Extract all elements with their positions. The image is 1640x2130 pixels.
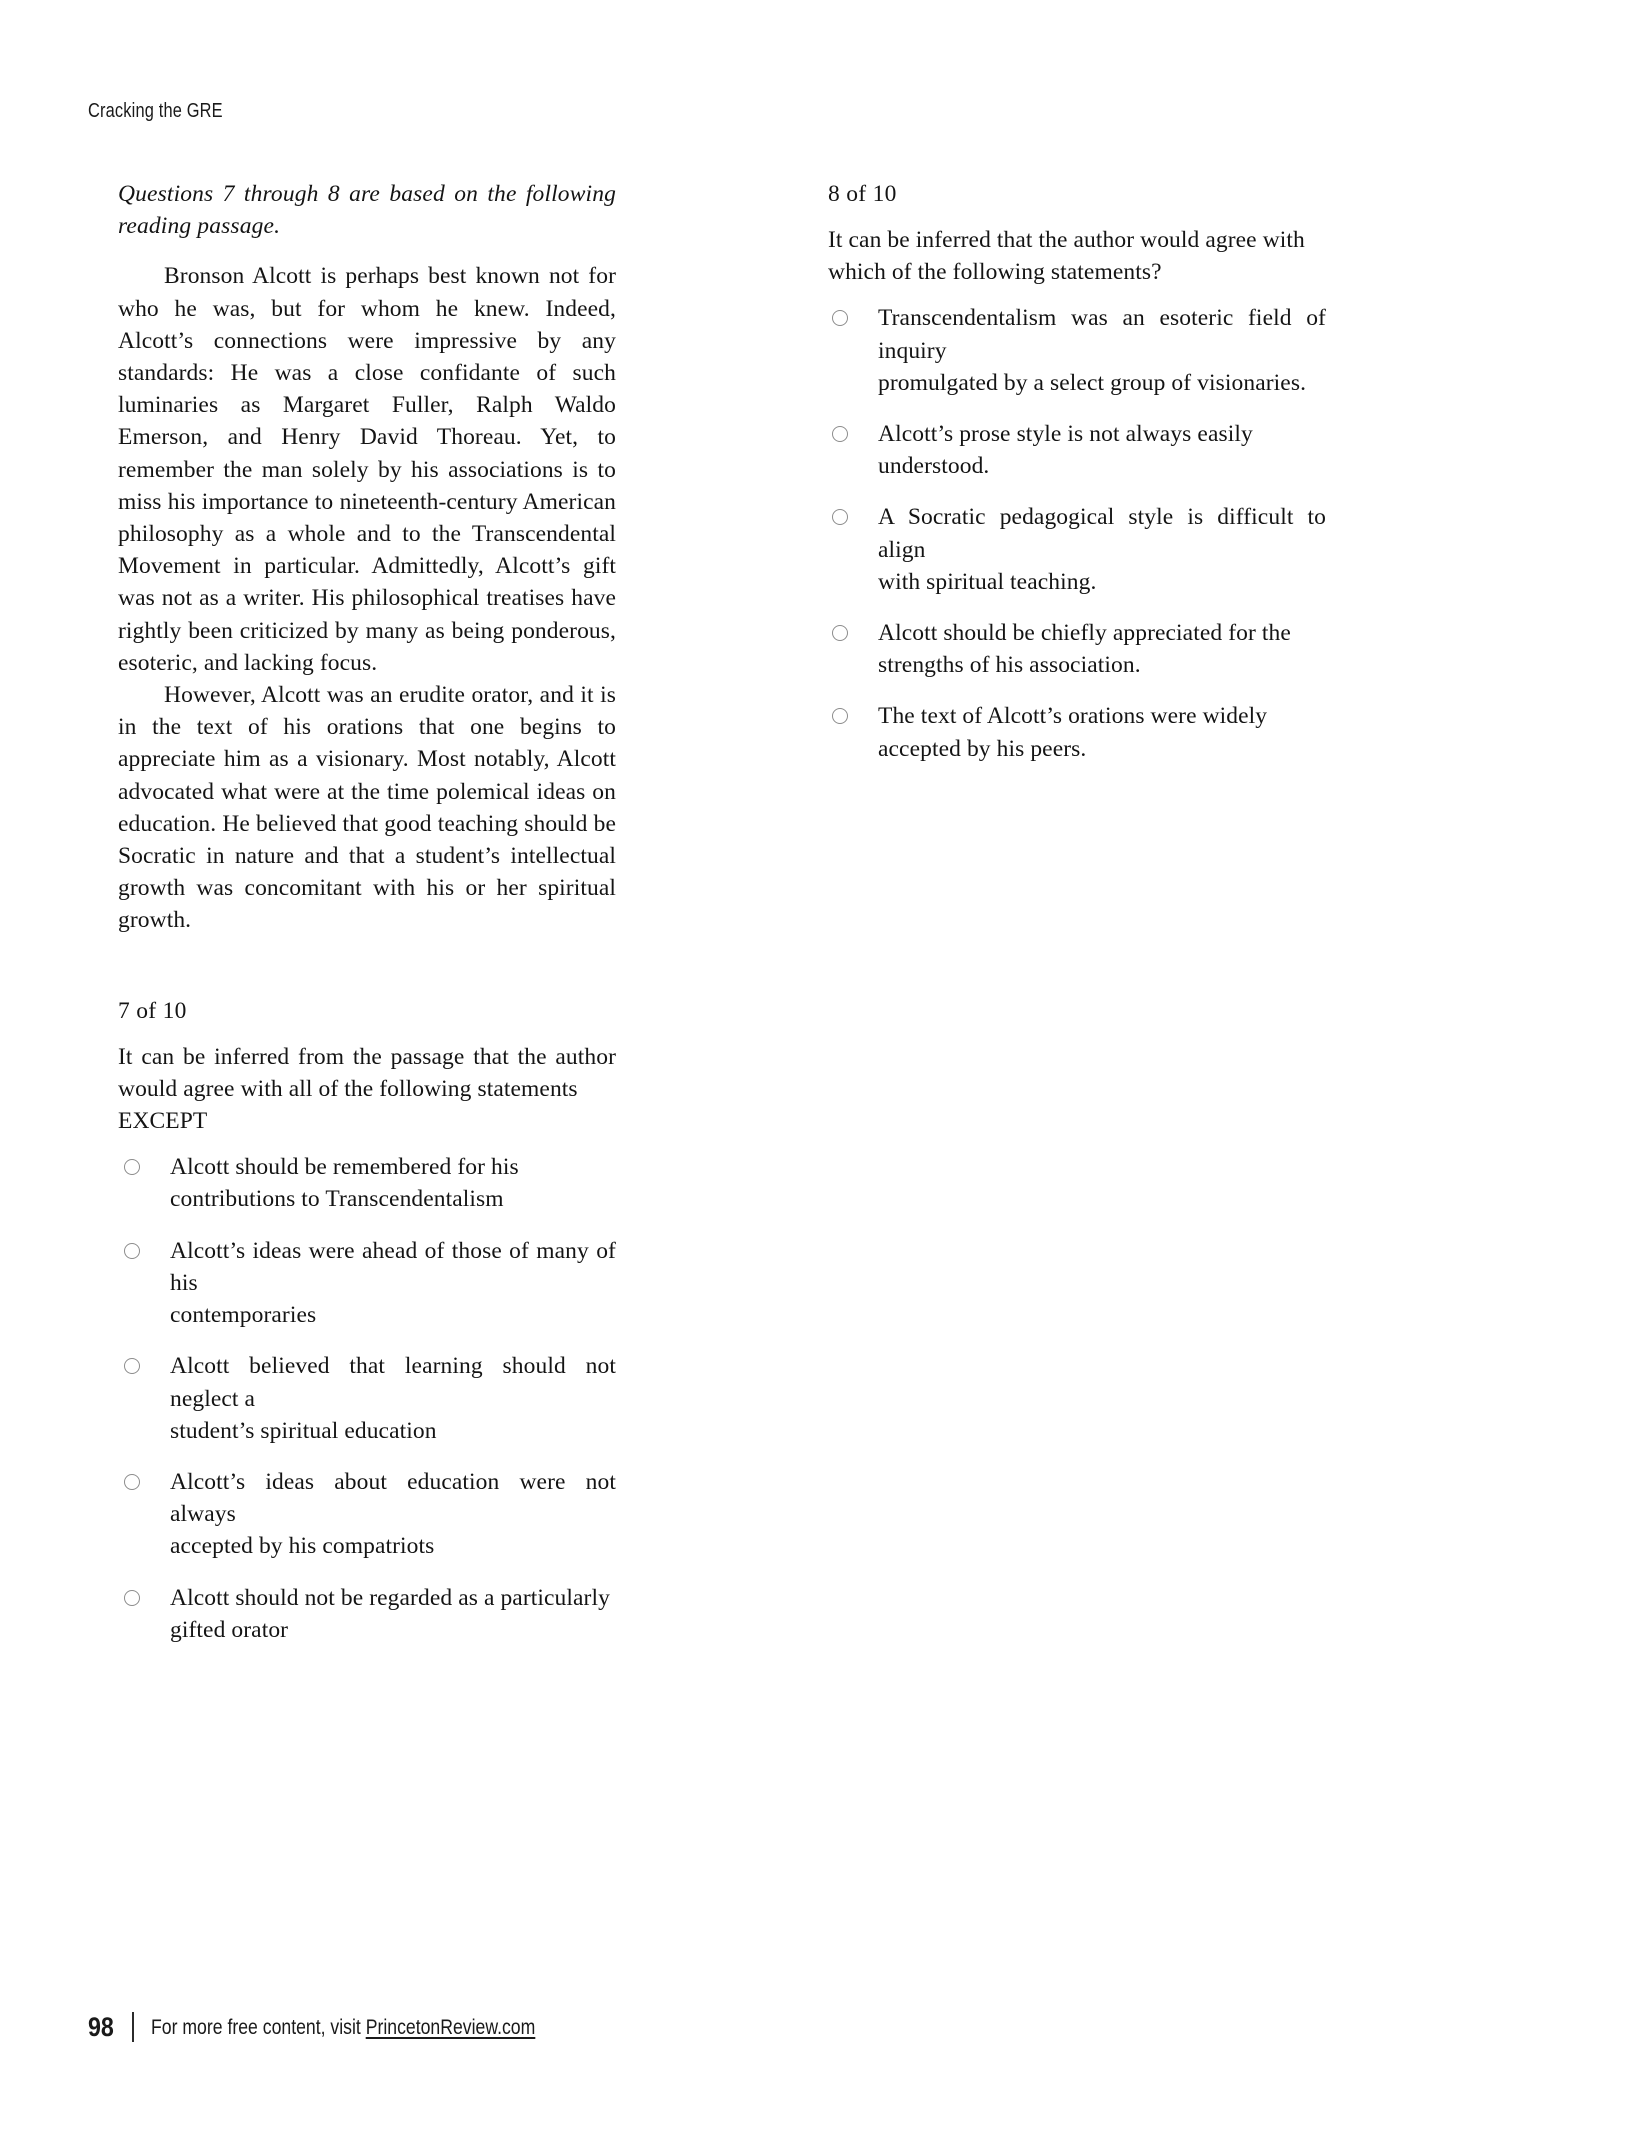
answer-choice-text bbox=[170, 1582, 616, 1646]
answer-choice[interactable] bbox=[118, 1466, 616, 1563]
answer-choice[interactable] bbox=[828, 501, 1326, 598]
answer-choice-line: promulgated by a select group of visionaries. bbox=[878, 369, 1307, 396]
answer-choice-line: Alcott’s prose style is not always easily bbox=[878, 421, 1253, 448]
answer-choice-line: understood. bbox=[878, 453, 990, 480]
answer-choice-line: Alcott believed that learning should not neglect a bbox=[170, 1353, 616, 1412]
radio-button-icon[interactable] bbox=[124, 1474, 140, 1490]
page-footer bbox=[88, 2012, 609, 2042]
question-7-choices bbox=[118, 1151, 616, 1646]
question-8-number: 8 of 10 bbox=[828, 181, 897, 207]
question-8-stem-main: It can be inferred that the author would agree with bbox=[828, 227, 1305, 253]
radio-button-icon[interactable] bbox=[832, 310, 848, 326]
radio-button-icon[interactable] bbox=[124, 1358, 140, 1374]
answer-choice[interactable] bbox=[118, 1235, 616, 1332]
answer-choice-line: Alcott should be chiefly appreciated for the bbox=[878, 620, 1291, 647]
footer-note bbox=[151, 2017, 535, 2038]
question-7-stem bbox=[118, 1041, 616, 1138]
radio-button-icon[interactable] bbox=[124, 1243, 140, 1259]
princetonreview-link[interactable]: PrincetonReview.com bbox=[365, 2015, 536, 2039]
passage-paragraph-1: Bronson Alcott is perhaps best known not for who he was, but for whom he knew. Indeed, Alcott’s connections were impressive by any standards: He was a close confidante of such luminaries as Margaret Fuller, Ralph Waldo Emerson, and Henry David Thoreau. Yet, to remember the man solely by his associations is to miss his importance to nineteenth-century American philosophy as a whole and to the Transcendental Movement in particular. Admittedly, Alcott’s gift was not as a writer. His philosophical treatises have rightly been criticized by many as being ponderous, esoteric, and lacking focus. bbox=[118, 263, 616, 676]
answer-choice-text bbox=[878, 302, 1326, 399]
question-8 bbox=[828, 178, 1326, 765]
answer-choice-line: contributions to Transcendentalism bbox=[170, 1186, 504, 1213]
answer-choice-text bbox=[170, 1151, 616, 1215]
footer-note-text: For more free content, visit bbox=[151, 2015, 366, 2039]
question-8-stem-last: which of the following statements? bbox=[828, 259, 1162, 286]
question-8-stem bbox=[828, 224, 1326, 288]
answer-choice-line: Transcendentalism was an esoteric field of inquiry bbox=[878, 305, 1326, 364]
answer-choice-line: strengths of his association. bbox=[878, 652, 1141, 679]
answer-choice-text bbox=[878, 700, 1326, 764]
answer-choice[interactable] bbox=[118, 1151, 616, 1215]
answer-choice-text bbox=[170, 1235, 616, 1332]
question-7-stem-main: It can be inferred from the passage that the author would agree with all of the following statements bbox=[118, 1043, 616, 1102]
answer-choice-text bbox=[170, 1350, 616, 1447]
page-number: 98 bbox=[88, 2011, 114, 2042]
answer-choice-text bbox=[170, 1466, 616, 1563]
answer-choice-text bbox=[878, 501, 1326, 598]
answer-choice[interactable] bbox=[828, 418, 1326, 482]
answer-choice-line: Alcott should not be regarded as a particularly bbox=[170, 1584, 610, 1611]
answer-choice-line: Alcott’s ideas were ahead of those of many of his bbox=[170, 1237, 616, 1296]
running-head: Cracking the GRE bbox=[88, 100, 223, 122]
radio-button-icon[interactable] bbox=[832, 625, 848, 641]
radio-button-icon[interactable] bbox=[832, 509, 848, 525]
left-column bbox=[118, 178, 616, 1646]
answer-choice-line: gifted orator bbox=[170, 1616, 289, 1643]
question-8-choices bbox=[828, 302, 1326, 764]
right-column bbox=[828, 178, 1326, 765]
question-7 bbox=[118, 995, 616, 1646]
answer-choice-text bbox=[878, 617, 1326, 681]
answer-choice-line: accepted by his peers. bbox=[878, 735, 1087, 762]
answer-choice-line: Alcott’s ideas about education were not always bbox=[170, 1468, 616, 1528]
answer-choice-line: Alcott should be remembered for his bbox=[170, 1154, 519, 1181]
answer-choice-line: The text of Alcott’s orations were widely bbox=[878, 703, 1268, 730]
answer-choice[interactable] bbox=[118, 1350, 616, 1447]
question-7-number: 7 of 10 bbox=[118, 997, 187, 1024]
answer-choice-line: contemporaries bbox=[170, 1302, 317, 1329]
passage-instructions: Questions 7 through 8 are based on the following reading passage. bbox=[118, 181, 616, 240]
answer-choice-text bbox=[878, 418, 1326, 482]
answer-choice-line: with spiritual teaching. bbox=[878, 568, 1097, 595]
question-7-stem-last: EXCEPT bbox=[118, 1108, 208, 1135]
answer-choice-line: student’s spiritual education bbox=[170, 1417, 437, 1444]
answer-choice[interactable] bbox=[118, 1582, 616, 1646]
radio-button-icon[interactable] bbox=[832, 708, 848, 724]
radio-button-icon[interactable] bbox=[832, 426, 848, 442]
answer-choice-line: A Socratic pedagogical style is difficult to align bbox=[878, 504, 1326, 563]
radio-button-icon[interactable] bbox=[124, 1159, 140, 1175]
answer-choice[interactable] bbox=[828, 617, 1326, 681]
footer-divider bbox=[132, 2012, 134, 2042]
answer-choice-line: accepted by his compatriots bbox=[170, 1533, 435, 1560]
answer-choice[interactable] bbox=[828, 302, 1326, 399]
radio-button-icon[interactable] bbox=[124, 1590, 140, 1606]
passage-paragraph-2: However, Alcott was an erudite orator, and it is in the text of his orations that one begins to appreciate him as a visionary. Most notably, Alcott advocated what were at the time polemical ideas on education. He believed that good teaching should be Socratic in nature and that a student’s intellectual growth was concomitant with his or her spiritual growth. bbox=[118, 682, 616, 934]
answer-choice[interactable] bbox=[828, 700, 1326, 764]
